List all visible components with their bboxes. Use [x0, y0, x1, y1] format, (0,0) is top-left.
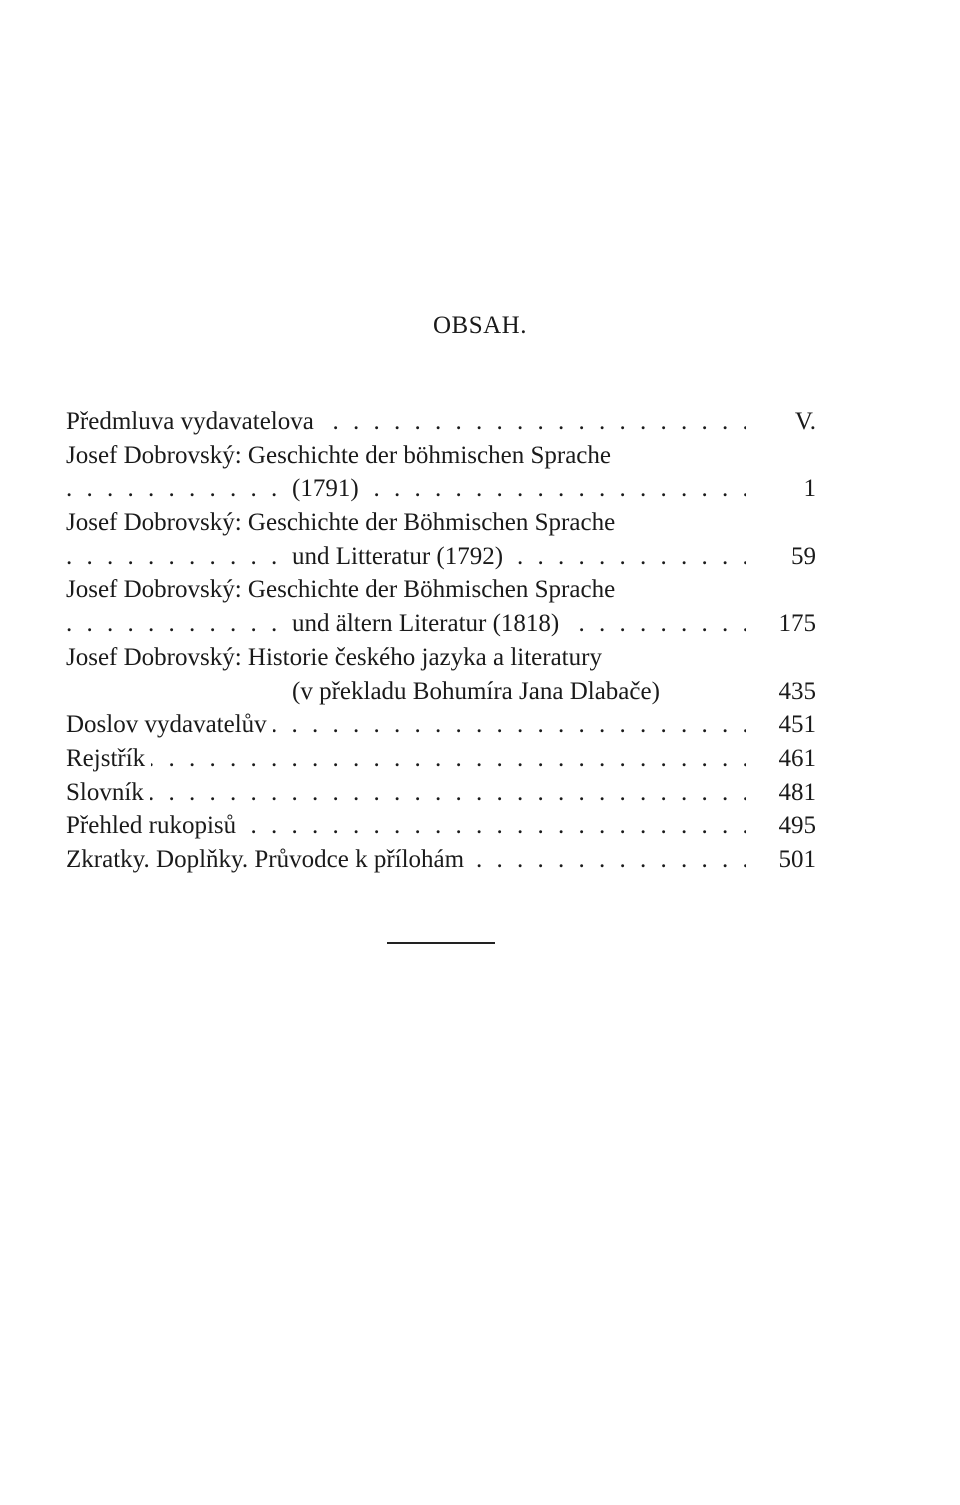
toc-entry-page: 495	[773, 809, 817, 843]
toc-entry-page: V.	[789, 405, 816, 439]
toc-entry-title: Josef Dobrovský: Geschichte der böhmischen Sprache	[66, 442, 617, 469]
toc-entry-subtitle: und Litteratur (1792)	[292, 543, 509, 570]
toc-entry-page: 501	[773, 843, 817, 877]
dot-leader	[66, 472, 746, 506]
toc-entry-page: 435	[773, 675, 817, 709]
toc-entry-page: 461	[773, 742, 817, 776]
toc-entry-title: Přehled rukopisů	[66, 812, 242, 839]
toc-entry-title: Zkratky. Doplňky. Průvodce k přílohám	[66, 846, 470, 873]
toc-entry-title: Josef Dobrovský: Historie českého jazyka a literatury	[66, 644, 608, 671]
toc-entry-doslov	[66, 708, 816, 742]
toc-entry-subtitle: (1791)	[292, 475, 365, 502]
toc-entry-1818	[66, 607, 816, 641]
toc-entry-title-line	[66, 573, 816, 607]
table-of-contents	[66, 405, 816, 877]
toc-entry-page: 451	[773, 708, 817, 742]
toc-entry-title: Slovník	[66, 779, 150, 806]
toc-entry-subtitle: (v překladu Bohumíra Jana Dlabače)	[292, 678, 666, 705]
toc-entry-page: 481	[773, 776, 817, 810]
toc-entry-page: 1	[798, 472, 817, 506]
toc-entry-title: Josef Dobrovský: Geschichte der Böhmischen Sprache	[66, 576, 621, 603]
toc-entry-title: Rejstřík	[66, 745, 151, 772]
toc-entry-prehled-rukopisu	[66, 809, 816, 843]
dot-leader	[66, 742, 746, 776]
toc-entry-title: Doslov vydavatelův	[66, 711, 273, 738]
toc-entry-page: 59	[785, 540, 816, 574]
dot-leader	[66, 776, 746, 810]
toc-entry-1792	[66, 540, 816, 574]
toc-entry-subtitle: und ältern Literatur (1818)	[292, 610, 565, 637]
toc-entry-1791	[66, 472, 816, 506]
section-divider-rule	[387, 942, 495, 944]
toc-entry-title: Předmluva vydavatelova	[66, 408, 320, 435]
toc-entry-title-line	[66, 641, 816, 675]
toc-entry-title-line	[66, 506, 816, 540]
toc-entry-zkratky	[66, 843, 816, 877]
toc-entry-page: 175	[773, 607, 817, 641]
toc-entry-title: Josef Dobrovský: Geschichte der Böhmischen Sprache	[66, 509, 621, 536]
toc-entry-rejstrik	[66, 742, 816, 776]
toc-entry-historie	[66, 675, 816, 709]
toc-entry-predmluva	[66, 405, 816, 439]
toc-entry-title-line	[66, 439, 816, 473]
page-title: OBSAH.	[433, 312, 527, 339]
toc-entry-slovnik	[66, 776, 816, 810]
